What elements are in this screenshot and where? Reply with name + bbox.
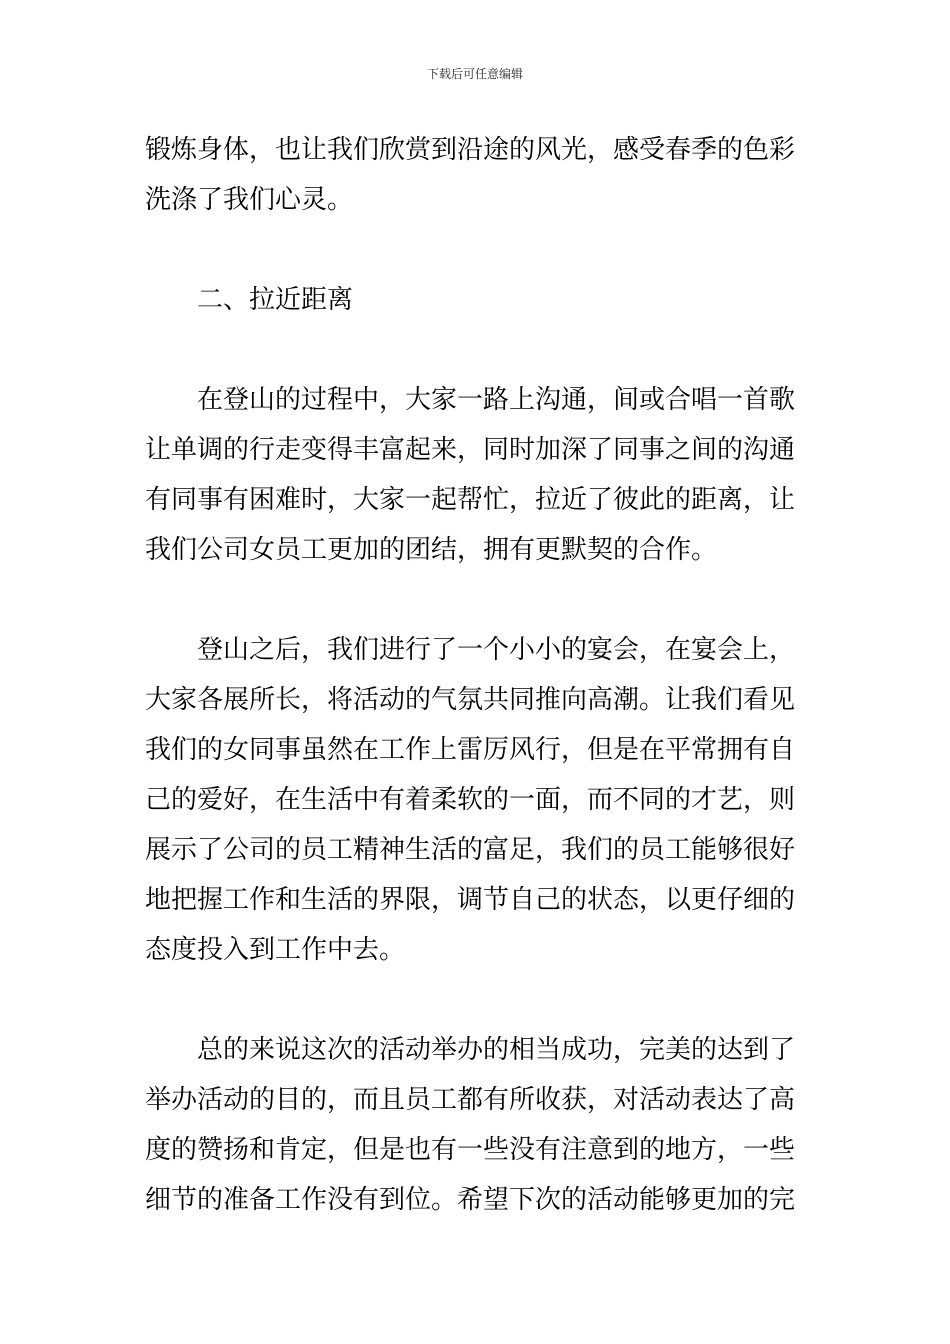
section-heading: 二、拉近距离 xyxy=(197,285,354,315)
paragraph: 在登山的过程中，大家一路上沟通，间或合唱一首歌让单调的行走变得丰富起来，同时加深了同事之间的沟通有同事有困难时，大家一起帮忙，拉近了彼此的距离，让我们公司女员工更加的团结，拥有更默契的合作。 xyxy=(145,385,796,565)
page-header: 下载后可任意编辑 xyxy=(426,67,523,81)
paragraph: 登山之后，我们进行了一个小小的宴会，在宴会上，大家各展所长，将活动的气氛共同推向高潮。让我们看见我们的女同事虽然在工作上雷厉风行，但是在平常拥有自己的爱好，在生活中有着柔软的一面，而不同的才艺，则展示了公司的员工精神生活的富足，我们的员工能够很好地把握工作和生活的界限，调节自己的状态，以更仔细的态度投入到工作中去。 xyxy=(145,635,796,965)
document-body xyxy=(145,125,810,1225)
paragraph-continuation: 锻炼身体，也让我们欣赏到沿途的风光，感受春季的色彩洗涤了我们心灵。 xyxy=(145,135,796,215)
paragraph: 总的来说这次的活动举办的相当成功，完美的达到了举办活动的目的，而且员工都有所收获，对活动表达了高度的赞扬和肯定，但是也有一些没有注意到的地方，一些细节的准备工作没有到位。希望下次的活动能够更加的完 xyxy=(145,1035,796,1215)
